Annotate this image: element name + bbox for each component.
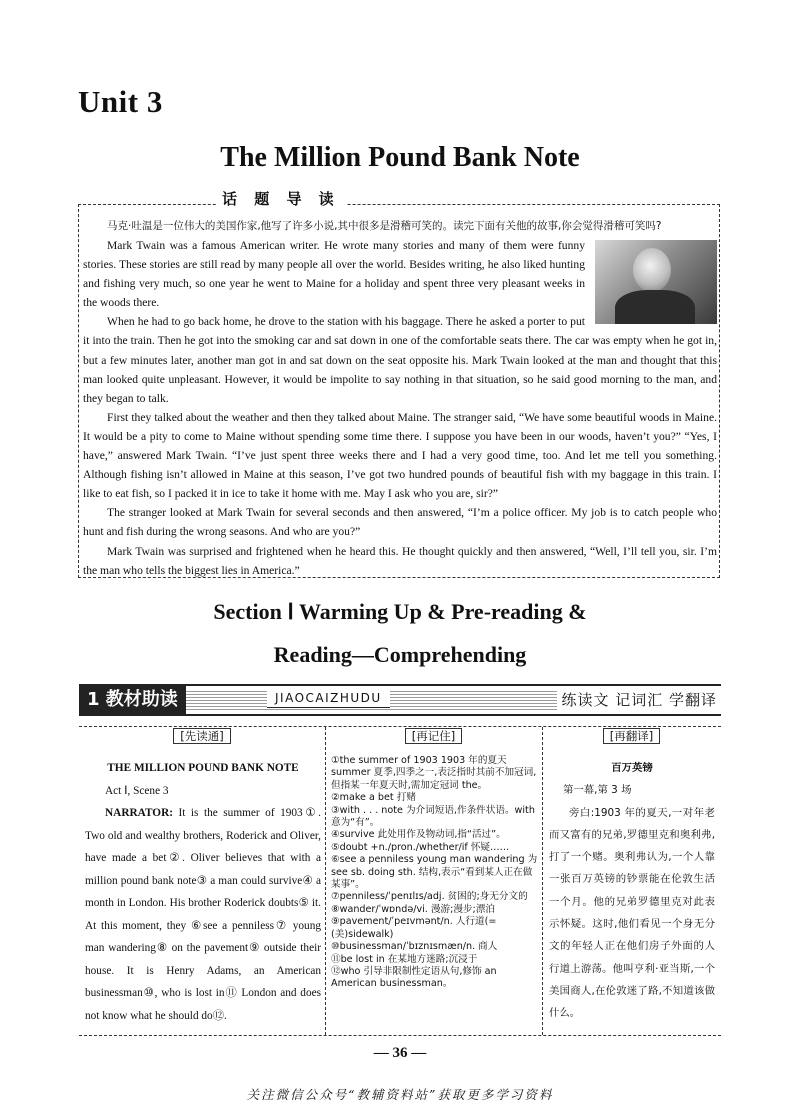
reading-text: It is the summer of 1903①. Two old and wealthy brothers, Roderick and Oliver, have made a bet②. Oliver believes that with a million pound bank note③ a man could survive④ a month in London. His brother Roderick doubts⑤ it. At this moment, they ⑥see a penniless⑦ young man wandering⑧ on the pavement⑨ outside their house. It is Henry Adams, an American businessman⑩, who is lost in⑪ London and does not know what he should do⑫. [85, 807, 321, 1022]
note-item: ⑫who 引导非限制性定语从句,修饰 an American businessman。 [331, 965, 497, 990]
page-number: — 36 — [373, 1045, 427, 1061]
column-header-read: [先读通] [79, 726, 325, 746]
section-title-line1: Section Ⅰ Warming Up & Pre-reading & [213, 599, 587, 624]
note-item: ⑦penniless/ˈpenɪlɪs/adj. 贫困的;身无分文的 [331, 891, 528, 903]
translation-title: 百万英镑 [611, 762, 653, 774]
note-item: ⑧wander/ˈwɒndə/vi. 漫游;漫步;漂泊 [331, 903, 495, 915]
note-item: ①the summer of 1903 1903 年的夏天 summer 夏季,四季之一,表泛指时其前不加冠词,但指某一年夏天时,需加定冠词 the。 [331, 755, 537, 791]
section-title-line2: Reading—Comprehending [273, 642, 527, 667]
act-scene: Act Ⅰ, Scene 3 [105, 784, 169, 797]
note-item: ⑩businessman/ˈbɪznɪsmæn/n. 商人 [331, 941, 498, 953]
intro-paragraph: Mark Twain was surprised and frightened when he heard this. He thought quickly and then answered, “Well, I’ll tell you, sir. I’m the man who tells the biggest lies in America.” [83, 544, 717, 577]
reading-column [85, 757, 321, 1027]
translation-act: 第一幕,第 3 场 [563, 784, 632, 797]
note-item: ⑥see a penniless young man wandering 为 see sb. doing sth. 结构,表示“看到某人正在做某事”。 [331, 854, 538, 891]
column-divider [325, 727, 326, 1035]
note-item: ③with . . . note 为介词短语,作条件状语。with 意为“有”。 [331, 804, 535, 829]
intro-paragraph: The stranger looked at Mark Twain for several seconds and then answered, “I’m a police officer. My job is to catch people who hunt and fish during the wrong seasons. And who are you?” [83, 506, 717, 539]
translation-text: 旁白:1903 年的夏天,一对年老而又富有的兄弟,罗德里克和奥利弗,打了一个赌。奥利弗认为,一个人靠一张百万英镑的钞票能在伦敦生活一个月。他的兄弟罗德里克对此表示怀疑。这时,他们看见一个身无分文的年轻人正在他们房子外面的人行道上游荡。他叫亨利·亚当斯,一个美国商人,在伦敦迷了路,不知道该做什么。 [549, 806, 715, 1020]
note-item: ②make a bet 打赌 [331, 792, 416, 804]
banner-label: 1 教材助读 [79, 686, 186, 714]
intro-badge: 话 题 导 读 [216, 188, 346, 209]
narrator-label: NARRATOR: [105, 807, 173, 819]
section-banner [79, 684, 721, 716]
mark-twain-photo [595, 240, 717, 324]
intro-paragraph: First they talked about the weather and then they talked about Maine. The stranger said, “We have some beautiful woods in Maine. It would be a pity to come to Maine without spending some time there. I suppose you have been in our woods, haven’t you?” “Yes, I have,” answered Mark Twain. “I’ve just spent three weeks there and I had a very good time, too. And let me tell you something. Although fishing isn’t allowed in Maine at this season, I’ve got two hundred pounds of beautiful fish with my baggage in this train. I like to eat fish, so I packed it in ice to take it home with me. May I ask who you are, sir?” [83, 410, 717, 501]
page-title: The Million Pound Bank Note [220, 142, 580, 173]
translation-column [549, 757, 715, 1025]
column-divider [542, 727, 543, 1035]
intro-chinese-paragraph: 马克·吐温是一位伟大的美国作家,他写了许多小说,其中很多是滑稽可笑的。读完下面有关他的故事,你会觉得滑稽可笑吗? [107, 220, 662, 232]
note-item: ⑨pavement/ˈpeɪvmənt/n. 人行道(=(美)sidewalk) [331, 916, 497, 940]
note-item: ⑤doubt +n./pron./whether/if 怀疑…… [331, 841, 510, 853]
reading-passage [85, 802, 321, 1027]
intro-reading [83, 217, 717, 580]
intro-paragraph: When he had to go back home, he drove to the station with his baggage. There he asked a porter to put it into the train. Then he got into the smoking car and sat down in one of the comfortable seats there. The car was empty when he got in, but a few minutes later, another man got in and sat down on the seat opposite his. Mark Twain looked at the man and thought that this man looked quite unpleasant. However, it would be impolite to say nothing in that situation, so he said good morning to the man, and they began to talk. [83, 315, 717, 405]
note-item: ⑪be lost in 在某地方迷路;沉浸于 [331, 953, 478, 965]
banner-tagline: 练读文 记词汇 学翻译 [557, 688, 721, 712]
vocabulary-notes [331, 755, 539, 991]
column-header-translate: [再翻译] [542, 726, 721, 746]
column-header-memorize: [再记住] [325, 726, 542, 746]
footer-watermark-note: 关注微信公众号“教辅资料站”获取更多学习资料 [246, 1087, 554, 1102]
intro-paragraph: Mark Twain was a famous American writer. He wrote many stories and many of them were funny stories. These stories are still read by many people all over the world. Besides writing, he also liked hunting and fishing very much, so one year he went to Maine for a holiday and spent three very pleasant weeks in the woods there. [83, 239, 585, 310]
play-title: THE MILLION POUND BANK NOTE [107, 762, 299, 774]
banner-pinyin: JIAOCAIZHUDU [267, 689, 390, 708]
unit-title: Unit 3 [78, 84, 163, 119]
three-column-table [79, 726, 721, 1036]
note-item: ④survive 此处用作及物动词,指“活过”。 [331, 829, 506, 841]
